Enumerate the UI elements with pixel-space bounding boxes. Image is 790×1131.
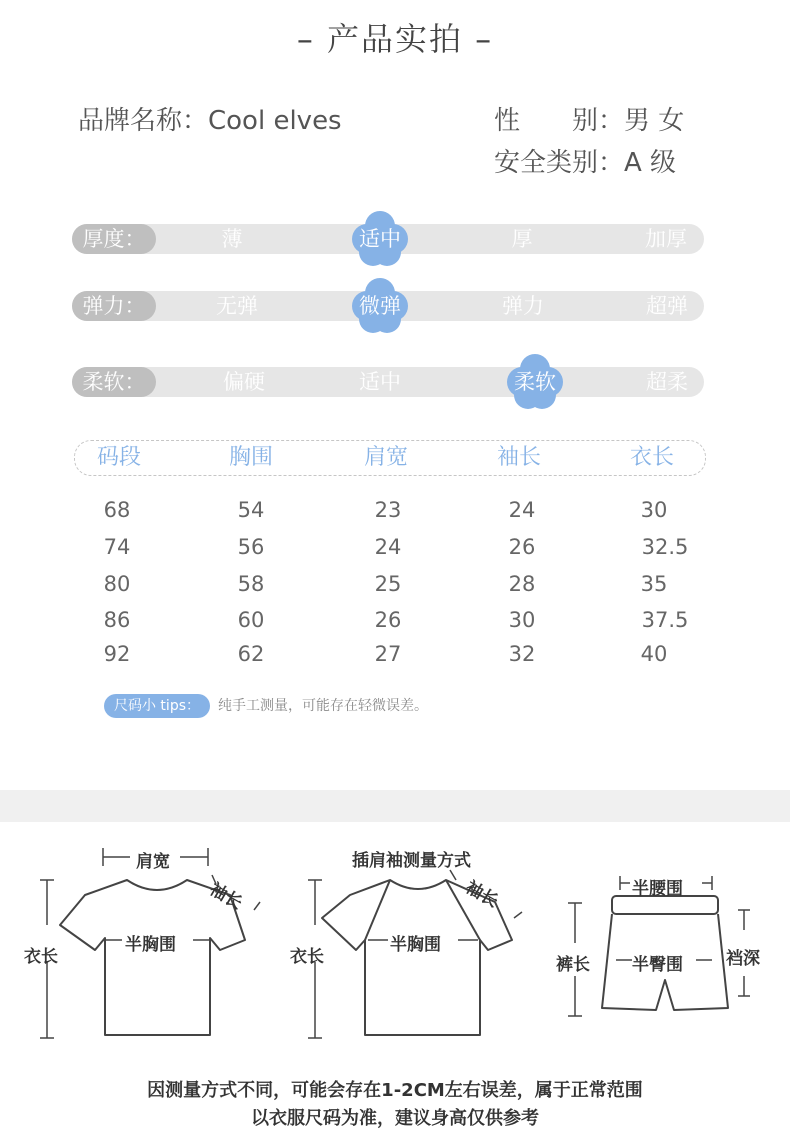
table-cell: 80 — [103, 572, 131, 596]
table-cell: 54 — [237, 498, 265, 522]
sleeve-label: 袖长 — [462, 877, 502, 912]
thickness-label: 厚度： — [72, 224, 156, 254]
table-cell: 37.5 — [641, 608, 689, 632]
thickness-option: 加厚 — [645, 227, 687, 251]
table-cell: 60 — [237, 608, 265, 632]
length-label: 衣长 — [24, 947, 58, 967]
page-title: – 产品实拍 – — [296, 20, 494, 58]
thickness-option-selected: 适中 — [359, 227, 401, 251]
table-cell: 28 — [508, 572, 536, 596]
softness-option-selected: 柔软 — [514, 370, 556, 394]
table-cell: 25 — [374, 572, 402, 596]
chest-label: 半胸围 — [390, 935, 441, 955]
elasticity-option: 无弹 — [216, 294, 258, 318]
col-header-shoulder: 肩宽 — [363, 445, 408, 470]
table-cell: 32 — [508, 642, 536, 666]
col-header-length: 衣长 — [629, 445, 674, 470]
tips-badge: 尺码小 tips： — [104, 694, 210, 718]
col-header-size: 码段 — [96, 445, 141, 470]
gender: 性 别：男 女 — [494, 106, 685, 136]
raglan-title: 插肩袖测量方式 — [352, 851, 471, 871]
thickness-option: 厚 — [511, 227, 533, 251]
softness-option: 超柔 — [646, 370, 688, 394]
length-label: 裤长 — [556, 955, 590, 975]
table-cell: 23 — [374, 498, 402, 522]
rise-label: 裆深 — [726, 949, 760, 969]
tips-text: 纯手工测量，可能存在轻微误差。 — [218, 698, 428, 714]
table-cell: 74 — [103, 535, 131, 559]
note-line: 以衣服尺码为准，建议身高仅供参考 — [251, 1108, 539, 1129]
table-cell: 26 — [508, 535, 536, 559]
table-cell: 35 — [640, 572, 668, 596]
note-line: 因测量方式不同，可能会存在1-2CM左右误差，属于正常范围 — [147, 1080, 643, 1101]
col-header-chest: 胸围 — [228, 445, 273, 470]
brand-name: 品牌名称：Cool elves — [78, 106, 342, 136]
col-header-sleeve: 袖长 — [496, 445, 541, 470]
table-cell: 62 — [237, 642, 265, 666]
shoulder-label: 肩宽 — [136, 852, 170, 872]
table-cell: 24 — [374, 535, 402, 559]
chest-label: 半胸围 — [125, 935, 176, 955]
table-cell: 40 — [640, 642, 668, 666]
softness-option: 适中 — [359, 370, 401, 394]
elasticity-label: 弹力： — [72, 291, 156, 321]
table-cell: 30 — [640, 498, 668, 522]
elasticity-option: 弹力 — [502, 294, 544, 318]
softness-option: 偏硬 — [223, 370, 265, 394]
section-divider — [0, 790, 790, 822]
table-cell: 32.5 — [641, 535, 689, 559]
table-cell: 24 — [508, 498, 536, 522]
table-cell: 27 — [374, 642, 402, 666]
hip-label: 半臀围 — [632, 955, 683, 975]
softness-label: 柔软： — [72, 367, 156, 397]
table-cell: 92 — [103, 642, 131, 666]
thickness-option: 薄 — [221, 227, 243, 251]
length-label: 衣长 — [290, 947, 324, 967]
sleeve-label: 袖长 — [206, 879, 246, 914]
table-cell: 68 — [103, 498, 131, 522]
safety-class: 安全类别：A 级 — [494, 148, 677, 178]
table-cell: 30 — [508, 608, 536, 632]
table-cell: 26 — [374, 608, 402, 632]
waist-label: 半腰围 — [632, 879, 683, 899]
table-cell: 56 — [237, 535, 265, 559]
table-cell: 86 — [103, 608, 131, 632]
elasticity-option: 超弹 — [646, 294, 688, 318]
elasticity-option-selected: 微弹 — [359, 294, 401, 318]
table-cell: 58 — [237, 572, 265, 596]
